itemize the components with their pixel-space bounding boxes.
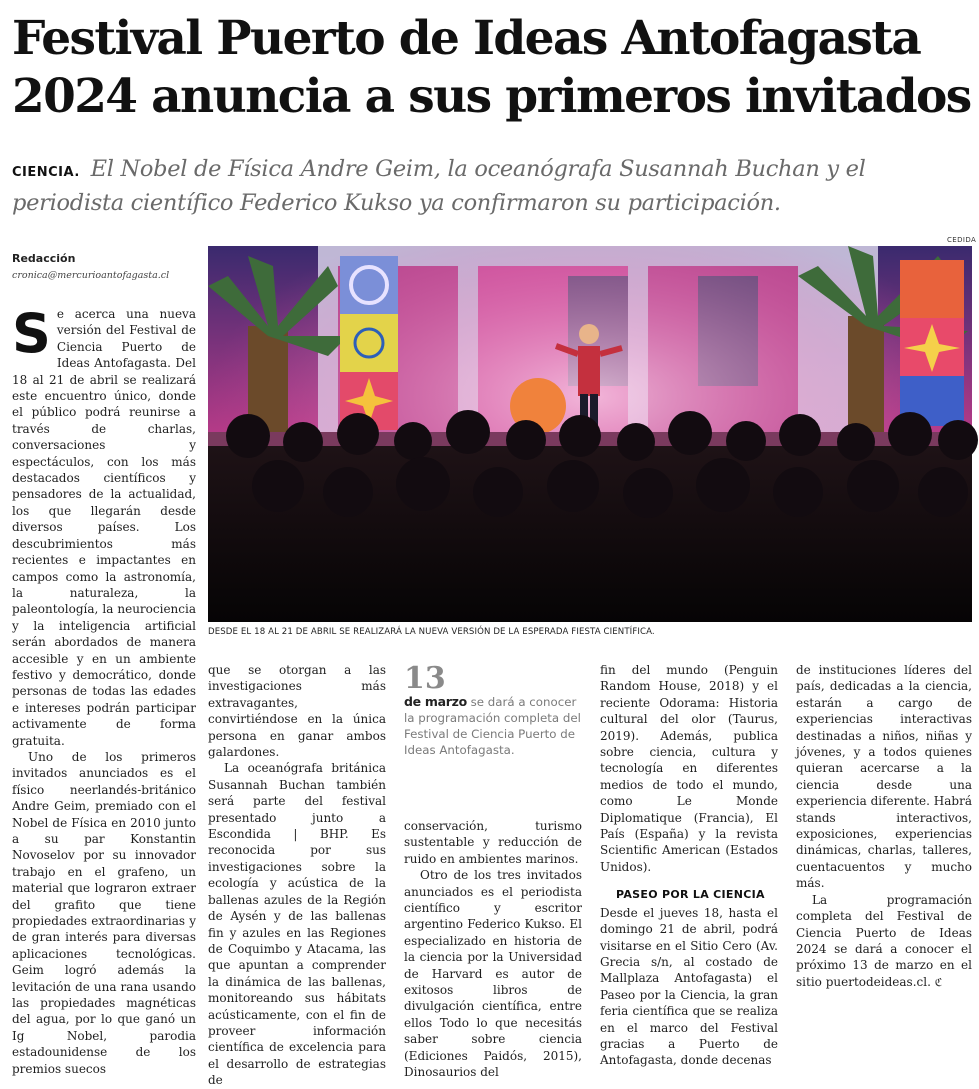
body-column-2 [208,662,386,1089]
section-kicker: CIENCIA. [12,165,80,180]
end-mark-icon: ℭ [934,975,943,989]
pull-quote-body: se dará a conocer la programación completa del Festival de Ciencia Puerto de Ideas Antofagasta. [404,695,581,757]
body-column-1 [12,302,196,1077]
pull-quote-number: 13 [404,661,446,696]
subhead: PASEO POR LA CIENCIA [616,888,765,902]
paragraph-continuation: conservación, turismo sustentable y reducción de ruido en ambientes marinos. [404,819,582,866]
final-text: La programación completa del Festival de Ciencia Puerto de Ideas 2024 se dará a conocer el próximo 13 de marzo en el sitio puertodeideas.cl. [796,892,972,989]
paragraph-continuation: que se otorgan a las investigaciones más extravagantes, convirtiéndose en la única persona en ganar ambos galardones. [208,663,386,760]
deck [12,154,972,219]
paragraph-paseo: Desde el jueves 18, hasta el domingo 21 de abril, podrá visitarse en el Sitio Cero (Av. Grecia s/n, al costado de Mallplaza Antofagasta) el Paseo por la Ciencia, la gran feria científica que se realiza en el marco del Festival gracias a Puerto de Antofagasta, donde decenas [600,905,778,1068]
lead-paragraph [12,302,196,749]
byline: Redacción [12,252,76,265]
paragraph-continuation: de instituciones líderes del país, dedicadas a la ciencia, estarán a cargo de experiencias interactivas destinadas a niños, niñas y jóvenes, y a todos quienes quieran acercarse a la ciencia desde una experiencia diferente. Habrá stands interactivos, exposiciones, experiencias dinámicas, charlas, talleres, cuentacuentos y mucho más. [796,663,972,891]
paragraph-continuation: fin del mundo (Penguin Random House, 2018) y el reciente Odorama: Historia cultural del olor (Taurus, 2019). Además, publica sobre ciencia, cultura y tecnología en diferentes medios de todo el mundo, como Le Monde Diplomatique (Francia), El País (España) y la revista Scientific American (Estados Unidos). [600,663,778,874]
deck-text: El Nobel de Física Andre Geim, la oceanógrafa Susannah Buchan y el periodista científico Federico Kukso ya confirmaron su participación. [12,156,866,216]
pull-quote-bold: de marzo [404,694,467,709]
author-email: cronica@mercurioantofagasta.cl [12,270,170,281]
body-column-5 [796,662,972,991]
pull-quote [404,661,582,758]
body-column-3 [404,818,582,1081]
paragraph-kukso: Otro de los tres invitados anunciados es el periodista científico y escritor argentino Federico Kukso. El especializado en historia de la ciencia por la Universidad de Harvard es autor de exitosos libros de divulgación científica, entre ellos Todo lo que necesitás saber sobre ciencia (Ediciones Paidós, 2015), Dinosaurios del [404,868,582,1080]
pull-quote-text [404,694,582,758]
photo-caption: DESDE EL 18 AL 21 DE ABRIL SE REALIZARÁ LA NUEVA VERSIÓN DE LA ESPERADA FIESTA CIENTÍFICA. [208,627,655,637]
lead-text: e acerca una nueva versión del Festival de Ciencia Puerto de Ideas Antofagasta. Del 18 al 21 de abril se realizará este encuentro único, donde el público podrá reunirse a través de charlas, conversaciones y espectáculos, con los más destacados científicos y pensadores de la actualidad, los que llegarán desde diversos países. Los descubrimientos más recientes e impactantes en campos como la astronomía, la naturaleza, la paleontología, la neurociencia y la inteligencia artificial serán abordados de manera accesible y en un ambiente festivo y democrático, donde personas de todas las edades e intereses podrán participar activamente de forma gratuita. [12,307,196,748]
stage-scene-illustration [208,246,972,622]
headline: Festival Puerto de Ideas Antofagasta 2024 anuncia a sus primeros invitados [12,11,971,124]
dropcap: S [12,302,51,365]
article-photo [208,246,972,622]
paragraph-geim: Uno de los primeros invitados anunciados es el físico neerlandés-británico Andre Geim, premiado con el Nobel de Física en 2010 junto a su par Konstantin Novoselov por su innovador trabajo en el grafeno, un material que lograron extraer del grafito que tiene propiedades extraordinarias y de gran interés para diversas aplicaciones tecnológicas. Geim logró además la levitación de una rana usando las propiedades magnéticas del agua, por lo que ganó un Ig Nobel, parodia estadounidense de los premios suecos [12,749,196,1076]
body-column-4 [600,662,778,1069]
paragraph-final [796,892,972,991]
paragraph-buchan: La oceanógrafa británica Susannah Buchan también será parte del festival presentado junto a Escondida | BHP. Es reconocida por sus investigaciones sobre la ecología y acústica de la ballenas azules de la Región de Aysén y de las ballenas fin y azules en las Regiones de Coquimbo y Atacama, las que apuntan a comprender la dinámica de las ballenas, monitoreando sus hábitats acústicamente, con el fin de proveer información científica de excelencia para el desarrollo de estrategias de [208,761,386,1088]
photo-credit: CEDIDA [947,236,977,244]
